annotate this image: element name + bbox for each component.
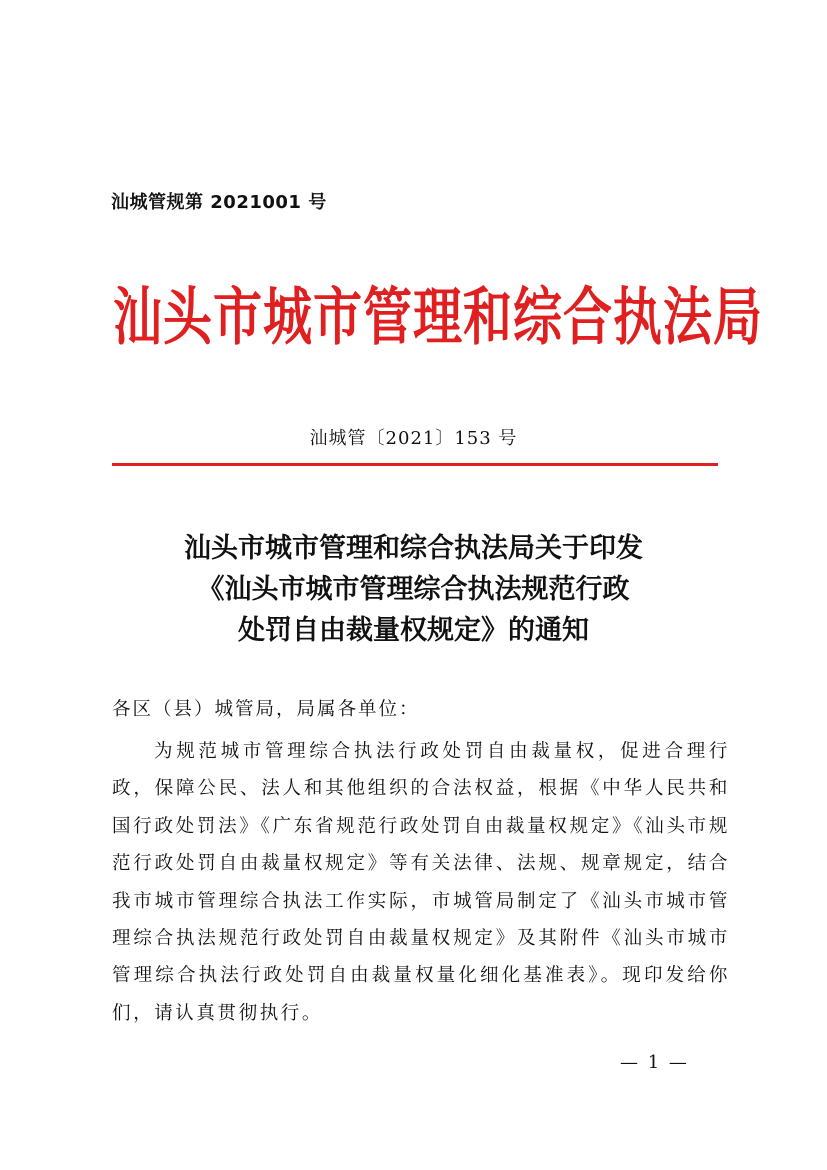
recipient-line: 各区（县）城管局，局属各单位： [112, 699, 420, 720]
title-line-3: 处罚自由裁量权规定》的通知 [238, 615, 589, 646]
regulation-number: 汕城管规第 2021001 号 [111, 192, 327, 213]
page-number: — 1 — [620, 1052, 689, 1073]
title-line-1: 汕头市城市管理和综合执法局关于印发 [184, 533, 643, 564]
title-line-2: 《汕头市城市管理综合执法规范行政 [197, 574, 630, 605]
red-divider-line [112, 463, 718, 466]
issuing-authority-header: 汕头市城市管理和综合执法局 [113, 279, 764, 354]
document-title [0, 528, 827, 651]
body-paragraph: 为规范城市管理综合执法行政处罚自由裁量权，促进合理行政，保障公民、法人和其他组织的合法权益，根据《中华人民共和国行政处罚法》《广东省规范行政处罚自由裁量权规定》《汕头市规范行政处罚自由裁量权规定》等有关法律、法规、规章规定，结合我市城市管理综合执法工作实际，市城管局制定了《汕头市城市管理综合执法规范行政处罚自由裁量权规定》及其附件《汕头市城市管理综合执法行政处罚自由裁量权量化细化基准表》。现印发给你们，请认真贯彻执行。 [112, 741, 730, 1024]
document-number: 汕城管〔2021〕153 号 [309, 428, 518, 449]
